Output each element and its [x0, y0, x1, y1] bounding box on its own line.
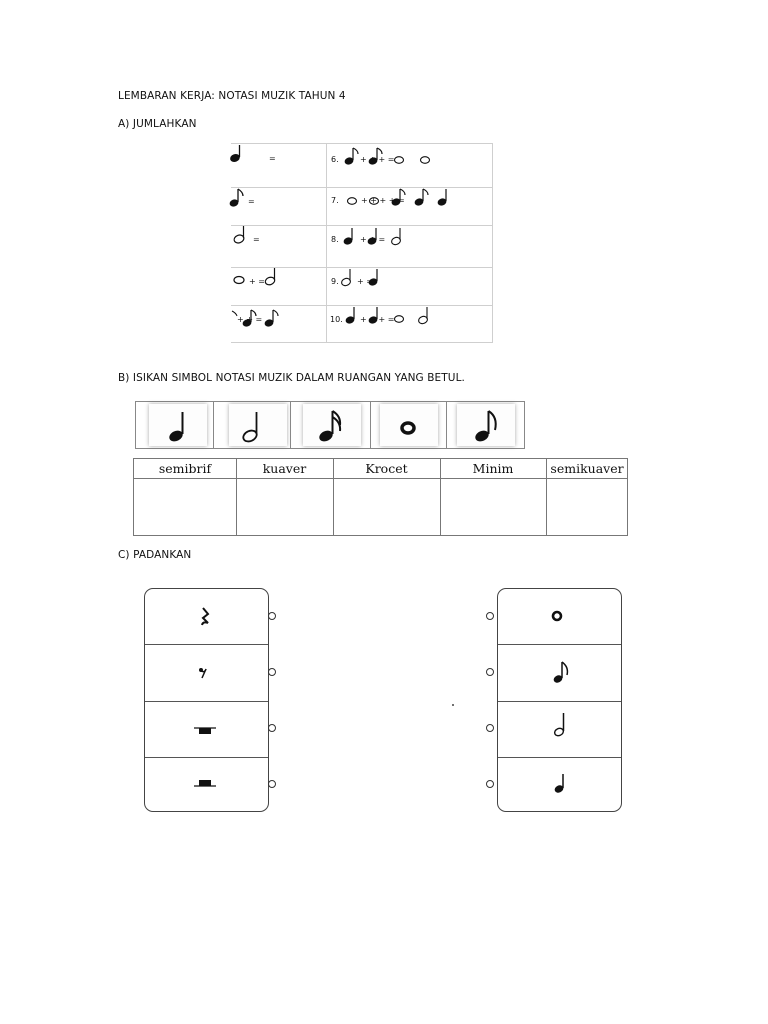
section-b-heading: B) ISIKAN SIMBOL NOTASI MUZIK DALAM RUANGAN YANG BETUL. — [118, 372, 465, 384]
row-1-left-expr: = — [269, 154, 276, 163]
row-8-number: 8. — [331, 235, 339, 244]
minim-note-icon — [553, 713, 564, 737]
row-6-number: 6. — [331, 155, 339, 164]
minim-rest-icon — [194, 780, 216, 786]
row-5-left-expr: + + = — [237, 315, 263, 324]
row-6-expr: + + + = — [360, 155, 395, 164]
page-title: LEMBARAN KERJA: NOTASI MUZIK TAHUN 4 — [118, 90, 346, 102]
quaver-rest-icon — [199, 668, 206, 678]
header-semikuaver: semikuaver — [550, 461, 624, 476]
header-kuaver: kuaver — [262, 461, 307, 476]
quaver-note-icon — [552, 662, 567, 684]
header-semibrif: semibrif — [158, 461, 212, 476]
row-4-left-expr: + = — [249, 277, 265, 286]
section-c-heading: C) PADANKAN — [118, 549, 192, 561]
semibreve-rest-icon — [194, 728, 216, 734]
row-2-left-expr: = — [248, 197, 255, 206]
row-9-expr: + = — [357, 277, 373, 286]
row-7-expr: + + + + = — [361, 196, 405, 205]
row-3-left-expr: = — [253, 235, 260, 244]
crotchet-note-icon — [553, 774, 564, 794]
row-10-expr: + + + = — [360, 315, 395, 324]
semibreve-note-icon — [553, 612, 561, 620]
crotchet-rest-icon — [202, 608, 208, 625]
row-8-expr: + + = — [360, 235, 386, 244]
row-9-number: 9. — [331, 277, 339, 286]
header-minim: Minim — [472, 461, 514, 476]
section-a-heading: A) JUMLAHKAN — [118, 118, 197, 130]
header-krocet: Krocet — [365, 461, 408, 476]
row-7-number: 7. — [331, 196, 339, 205]
row-10-number: 10. — [330, 315, 343, 324]
